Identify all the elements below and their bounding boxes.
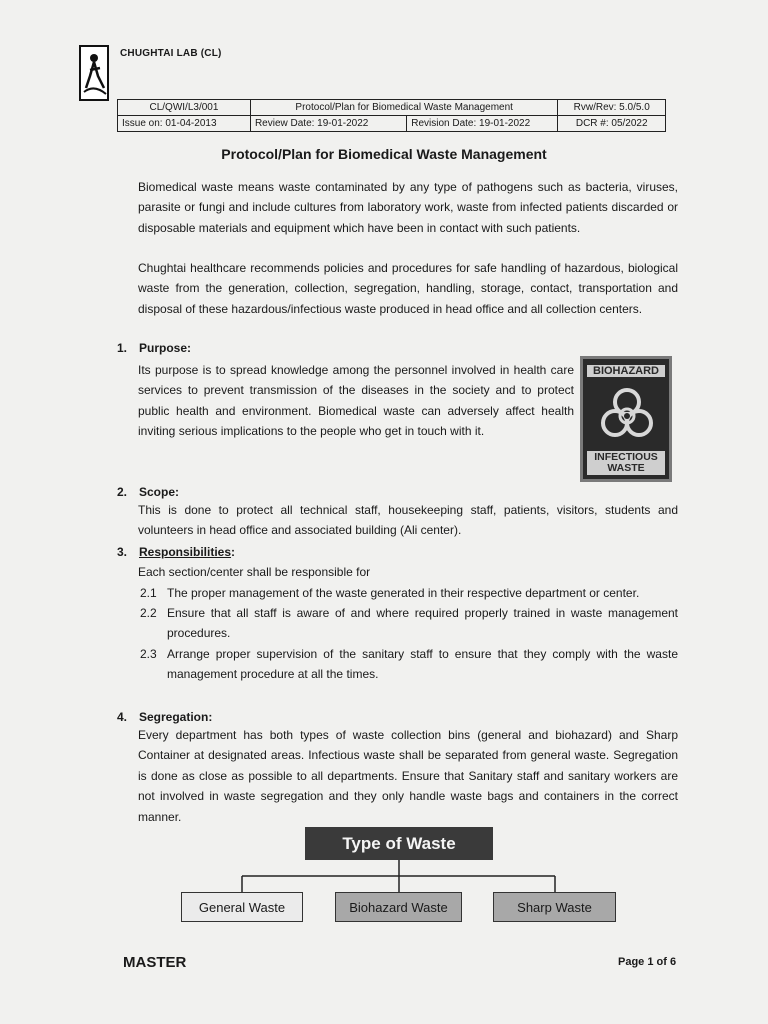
section-label: Segregation: xyxy=(139,710,213,724)
scope-text: This is done to protect all technical staff, housekeeping staff, patients, visitors, students and volunteers in head office and associated building (Ali center). xyxy=(138,503,678,538)
responsibilities-intro: Each section/center shall be responsible for xyxy=(138,565,371,579)
intro-paragraph-1: Biomedical waste means waste contaminated by any type of pathogens such as bacteria, viruses, parasite or fungi and include cultures from laboratory work, waste from infected patients discarded or disposable materials and equipment which have been in contact with such patients. xyxy=(138,180,678,235)
section-colon: : xyxy=(231,545,236,559)
dcr-cell: DCR #: 05/2022 xyxy=(558,116,666,132)
revision-date-cell: Revision Date: 19-01-2022 xyxy=(407,116,558,132)
list-item-text: The proper management of the waste generated in their respective department or center. xyxy=(167,586,640,600)
page-number: Page 1 of 6 xyxy=(618,956,677,968)
section-number: 3. xyxy=(117,545,128,559)
master-stamp: MASTER xyxy=(123,954,187,971)
section-number: 1. xyxy=(117,341,128,355)
list-item-number: 2.2 xyxy=(140,606,157,620)
section-label: Scope: xyxy=(139,485,180,499)
section-label: Purpose: xyxy=(139,341,192,355)
section-label: Responsibilities xyxy=(139,545,232,559)
doc-title-cell: Protocol/Plan for Biomedical Waste Management xyxy=(250,100,557,116)
segregation-text: Every department has both types of waste collection bins (general and biohazard) and Sharp Container at designated areas. Infectious waste shall be separated from general waste. Segregation is done as close as possible to all departments. Ensure that Sanitary staff and sanitary workers are not involved in waste segregation and they only handle waste bags and containers in the correct manner. xyxy=(138,728,678,824)
issue-on-cell: Issue on: 01-04-2013 xyxy=(118,116,251,132)
section-number: 2. xyxy=(117,485,128,499)
biohazard-sign-line2: WASTE xyxy=(607,462,645,474)
doc-code-cell: CL/QWI/L3/001 xyxy=(118,100,251,116)
rvw-rev-cell: Rvw/Rev: 5.0/5.0 xyxy=(558,100,666,116)
diagram-root-node: Type of Waste xyxy=(305,827,493,860)
section-number: 4. xyxy=(117,710,128,724)
review-date-cell: Review Date: 19-01-2022 xyxy=(250,116,406,132)
page-title: Protocol/Plan for Biomedical Waste Management xyxy=(221,146,547,162)
lab-name: CHUGHTAI LAB (CL) xyxy=(120,48,222,59)
diagram-node-biohazard-waste: Biohazard Waste xyxy=(335,892,462,922)
list-item-text: Arrange proper supervision of the sanitary staff to ensure that they comply with the waste management procedure at all the times. xyxy=(167,647,678,682)
purpose-text: Its purpose is to spread knowledge among the personnel involved in health care services to prevent transmission of the diseases in the society and to protect public health and environment. Biomedical waste can adversely affect health inviting serious implications to the people who get in touch with it. xyxy=(138,363,574,439)
diagram-node-general-waste: General Waste xyxy=(181,892,303,922)
list-item-number: 2.3 xyxy=(140,647,157,661)
diagram-node-sharp-waste: Sharp Waste xyxy=(493,892,616,922)
list-item-text: Ensure that all staff is aware of and where required properly trained in waste management procedures. xyxy=(167,606,678,641)
biohazard-sign-title: BIOHAZARD xyxy=(587,365,665,377)
list-item-number: 2.1 xyxy=(140,586,157,600)
intro-paragraph-2: Chughtai healthcare recommends policies and procedures for safe handling of hazardous, biological waste from the generation, collection, segregation, handling, storage, contact, transportation and disposal of these hazardous/infectious waste produced in head office and all collection centers. xyxy=(138,261,678,316)
biohazard-sign-line1: INFECTIOUS xyxy=(594,451,658,463)
